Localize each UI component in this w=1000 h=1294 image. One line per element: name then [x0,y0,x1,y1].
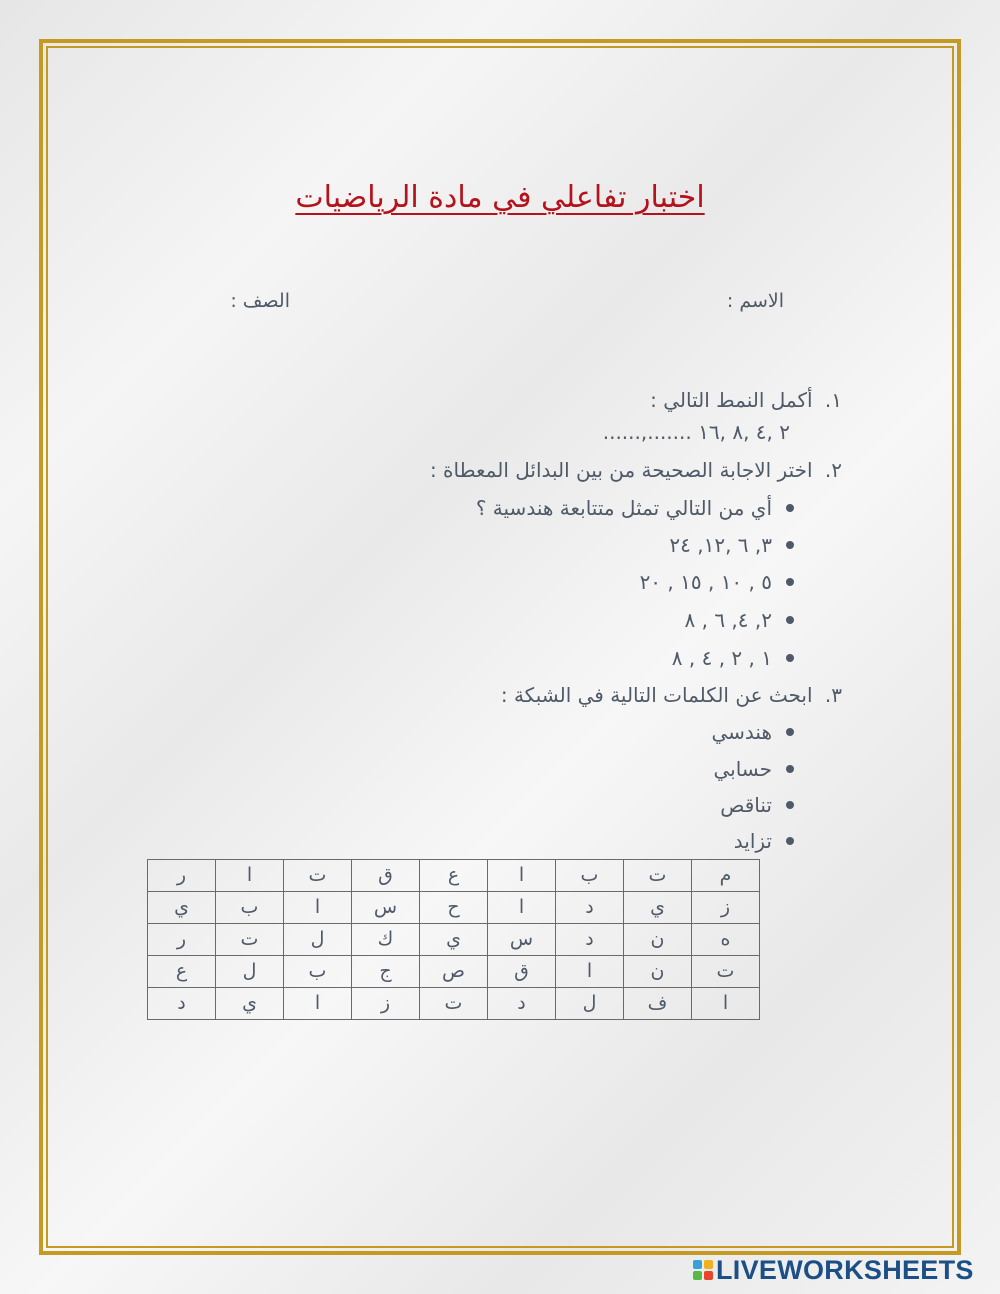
bullet-icon [786,728,794,736]
grid-cell[interactable]: ل [284,924,352,956]
grid-row [148,892,760,924]
option-1[interactable] [669,533,794,557]
grid-row [148,860,760,892]
question-2-prompt [476,496,794,520]
grid-cell[interactable]: ت [692,956,760,988]
grid-cell[interactable]: ن [624,924,692,956]
option-2-text: ٥ , ١٠ , ١٥ , ٢٠ [639,570,772,594]
grid-cell[interactable]: ب [284,956,352,988]
word-item [713,757,794,781]
grid-cell[interactable]: ر [148,924,216,956]
word-text: هندسي [711,720,772,744]
word-item [711,720,794,744]
bullet-icon [786,616,794,624]
grid-cell[interactable]: ع [420,860,488,892]
grid-cell[interactable]: ق [352,860,420,892]
grid-cell[interactable]: ج [352,956,420,988]
grid-cell[interactable]: م [692,860,760,892]
grid-cell[interactable]: ي [148,892,216,924]
grid-cell[interactable]: ي [216,988,284,1020]
word-item [734,829,794,853]
word-search-grid [147,859,760,1020]
grid-cell[interactable]: ت [624,860,692,892]
grid-cell[interactable]: ب [216,892,284,924]
grid-cell[interactable]: ص [420,956,488,988]
grid-cell[interactable]: ا [284,892,352,924]
question-3-text: ابحث عن الكلمات التالية في الشبكة : [500,683,813,707]
grid-cell[interactable]: ح [420,892,488,924]
grid-cell[interactable]: ا [692,988,760,1020]
question-2-prompt-text: أي من التالي تمثل متتابعة هندسية ؟ [475,496,772,520]
grid-row [148,956,760,988]
logo-text: LIVEWORKSHEETS [716,1254,974,1285]
grid-cell[interactable]: ا [556,956,624,988]
question-3-number: ٣. [824,683,842,707]
option-4[interactable] [672,646,794,670]
logo-block [704,1271,713,1280]
option-4-text: ١ , ٢ , ٤ , ٨ [671,646,772,670]
question-2-number: ٢. [824,458,842,482]
grid-cell[interactable]: ت [216,924,284,956]
grid-cell[interactable]: ز [352,988,420,1020]
grid-cell[interactable]: س [352,892,420,924]
page-border-inner [46,46,954,1248]
question-3 [501,683,842,707]
worksheet-title: اختبار تفاعلي في مادة الرياضيات [295,180,705,215]
grid-cell[interactable]: ا [488,892,556,924]
grid-cell[interactable]: ل [556,988,624,1020]
word-text: تزايد [733,829,772,853]
option-3[interactable] [684,608,794,632]
grid-cell[interactable]: د [556,924,624,956]
class-label: الصف : [230,290,290,312]
question-2-text: اختر الاجابة الصحيحة من بين البدائل المعطاة : [429,458,813,482]
liveworksheets-logo [693,1255,974,1285]
bullet-icon [786,504,794,512]
question-2 [430,458,842,482]
grid-cell[interactable]: ت [284,860,352,892]
word-item [720,793,794,817]
grid-cell[interactable]: ب [556,860,624,892]
bullet-icon [786,654,794,662]
word-text: تناقص [720,793,772,817]
grid-cell[interactable]: ر [148,860,216,892]
grid-cell[interactable]: د [488,988,556,1020]
grid-cell[interactable]: ن [624,956,692,988]
grid-cell[interactable]: ت [420,988,488,1020]
option-1-text: ٣, ٦ ,١٢, ٢٤ [669,533,772,557]
bullet-icon [786,837,794,845]
name-label: الاسم : [726,290,784,312]
bullet-icon [786,578,794,586]
bullet-icon [786,765,794,773]
grid-cell[interactable]: س [488,924,556,956]
grid-cell[interactable]: ا [216,860,284,892]
bullet-icon [786,541,794,549]
grid-cell[interactable]: د [556,892,624,924]
logo-block [693,1260,702,1269]
grid-cell[interactable]: ي [420,924,488,956]
question-1-text: أكمل النمط التالي : [650,388,813,412]
question-1-number: ١. [824,388,842,412]
question-1-sequence: ٢ ,٤ ,٨ ,١٦ .......,...... [602,420,790,444]
option-3-text: ٢, ٤, ٦ , ٨ [684,608,772,632]
grid-cell[interactable]: ك [352,924,420,956]
grid-cell[interactable]: د [148,988,216,1020]
grid-cell[interactable]: ا [284,988,352,1020]
grid-cell[interactable]: ز [692,892,760,924]
grid-row [148,988,760,1020]
logo-blocks-icon [693,1260,713,1280]
grid-cell[interactable]: ف [624,988,692,1020]
grid-cell[interactable]: ه [692,924,760,956]
grid-cell[interactable]: ق [488,956,556,988]
grid-cell[interactable]: ع [148,956,216,988]
question-1 [650,388,842,412]
grid-row [148,924,760,956]
word-text: حسابي [713,757,772,781]
grid-cell[interactable]: ا [488,860,556,892]
option-2[interactable] [640,570,794,594]
grid-cell[interactable]: ل [216,956,284,988]
grid-cell[interactable]: ي [624,892,692,924]
logo-block [693,1271,702,1280]
logo-block [704,1260,713,1269]
bullet-icon [786,801,794,809]
